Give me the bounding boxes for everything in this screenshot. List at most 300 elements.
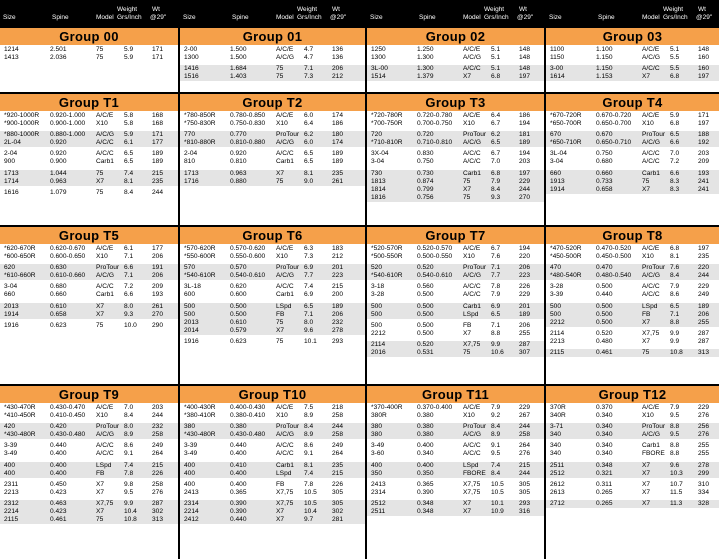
cell-model: FB (463, 321, 472, 329)
cell-spine: 0.520 (417, 264, 434, 272)
table-row (180, 46, 365, 54)
cell-wt29: 220 (519, 253, 531, 261)
cell-spine: 0.920 (230, 150, 247, 158)
table-row (0, 253, 178, 261)
cell-wt29: 206 (332, 310, 344, 318)
cell-model: 75 (276, 65, 284, 73)
cell-model: X7 (463, 508, 472, 516)
group-rows (0, 46, 178, 62)
cell-weight: 8.6 (304, 442, 314, 450)
table-row (180, 139, 365, 147)
cell-model: X7 (96, 177, 105, 185)
cell-model: 75 (96, 54, 104, 62)
cell-weight: 8.3 (670, 177, 680, 185)
cell-model: 75 (96, 46, 104, 53)
cell-spine: 0.780-0.850 (230, 112, 266, 119)
cell-weight: 9.0 (304, 177, 314, 185)
cell-weight: 6.5 (304, 158, 314, 166)
cell-size: 3L-00 (371, 65, 388, 73)
table-row (367, 508, 544, 516)
header-weight: Weight (663, 6, 684, 13)
cell-size: *500-550R (371, 253, 403, 261)
table-row (546, 349, 719, 357)
cell-size: 3-71 (550, 423, 564, 431)
cell-size: 1616 (4, 188, 19, 196)
table-row (0, 404, 178, 412)
group-panel (0, 386, 178, 559)
cell-wt29: 249 (698, 291, 710, 299)
cell-wt29: 203 (519, 158, 531, 166)
table-row (367, 194, 544, 202)
table-row (546, 158, 719, 166)
cell-model: X7,75 (463, 488, 481, 496)
cell-spine: 0.810 (230, 158, 247, 166)
cell-weight: 10.5 (491, 488, 504, 496)
cell-wt29: 229 (519, 404, 531, 411)
cell-spine: 0.340 (596, 442, 613, 450)
cell-spine: 1.150 (596, 65, 613, 73)
cell-weight: 10.5 (491, 480, 504, 488)
cell-wt29: 276 (519, 450, 531, 458)
cell-spine: 0.390 (230, 508, 247, 516)
cell-spine: 0.440 (50, 442, 67, 450)
table-row (180, 470, 365, 478)
cell-size: 660 (4, 291, 16, 299)
cell-wt29: 223 (332, 272, 344, 280)
cell-size: 500 (371, 310, 383, 318)
cell-wt29: 186 (332, 120, 344, 128)
cell-weight: 7.9 (670, 283, 680, 291)
cell-wt29: 241 (698, 177, 710, 185)
cell-wt29: 267 (519, 412, 531, 420)
cell-wt29: 197 (519, 169, 531, 177)
cell-wt29: 215 (519, 461, 531, 469)
header-grs-inch: Grs/Inch (663, 14, 688, 21)
table-row (546, 245, 719, 253)
cell-model: LSpd (463, 310, 479, 318)
cell-size: 3-00 (550, 65, 564, 73)
cell-weight: 6.9 (491, 302, 501, 310)
cell-wt29: 215 (332, 469, 344, 477)
cell-model: Carb1 (642, 442, 660, 450)
table-row (546, 450, 719, 458)
cell-weight: 8.0 (124, 302, 134, 310)
cell-spine: 1.403 (230, 73, 247, 81)
cell-size: 1214 (4, 46, 19, 53)
cell-weight: 6.0 (304, 139, 314, 147)
header-model: Model (463, 14, 481, 21)
cell-model: A/C/G (276, 431, 294, 439)
cell-weight: 9.9 (124, 499, 134, 507)
cell-spine: 0.348 (417, 508, 434, 516)
table-row (180, 516, 365, 524)
cell-spine: 0.400 (230, 450, 247, 458)
cell-wt29: 203 (698, 150, 710, 158)
cell-weight: 6.1 (124, 139, 134, 147)
cell-size: 2-00 (184, 46, 198, 53)
cell-spine: 0.810-0.880 (230, 139, 266, 147)
cell-spine: 1.500 (230, 54, 247, 62)
cell-wt29: 223 (519, 272, 531, 280)
cell-wt29: 229 (519, 177, 531, 185)
cell-wt29: 235 (332, 169, 344, 177)
cell-spine: 0.900 (50, 158, 67, 166)
cell-spine: 0.480 (596, 337, 613, 345)
table-row (180, 291, 365, 299)
table-row (546, 131, 719, 139)
table-row (180, 462, 365, 470)
cell-spine: 0.348 (596, 461, 613, 469)
cell-model: A/C/C (642, 283, 660, 291)
cell-size: 2013 (184, 318, 199, 326)
table-row (367, 412, 544, 420)
table-row (367, 186, 544, 194)
cell-weight: 5.9 (124, 46, 134, 53)
cell-spine: 0.380 (417, 412, 434, 420)
cell-spine: 0.733 (596, 177, 613, 185)
cell-weight: 6.7 (491, 150, 501, 158)
table-row (546, 272, 719, 280)
cell-wt29: 189 (152, 158, 164, 166)
cell-wt29: 313 (698, 349, 710, 357)
cell-wt29: 209 (152, 283, 164, 291)
cell-wt29: 328 (698, 499, 710, 507)
cell-size: *480-540R (550, 272, 582, 280)
table-row (0, 112, 178, 120)
cell-wt29: 181 (519, 131, 531, 139)
cell-spine: 0.265 (596, 499, 613, 507)
cell-size: *450-500R (550, 253, 582, 261)
cell-weight: 10.5 (304, 499, 317, 507)
cell-size: 400 (4, 461, 16, 469)
cell-size: 500 (550, 310, 562, 318)
cell-size: 3-04 (550, 158, 564, 166)
header-grs-inch: Grs/Inch (297, 14, 322, 21)
cell-wt29: 215 (152, 461, 164, 469)
cell-wt29: 281 (332, 516, 344, 524)
cell-wt29: 136 (332, 54, 344, 62)
cell-wt29: 168 (152, 120, 164, 128)
cell-model: A/C/C (642, 65, 660, 73)
cell-model: Carb1 (276, 461, 294, 469)
cell-spine: 0.430-0.480 (230, 431, 266, 439)
cell-spine: 0.440 (230, 442, 247, 450)
table-row (367, 349, 544, 357)
cell-model: ProTour (642, 131, 666, 139)
cell-size: 3-39 (550, 291, 564, 299)
cell-weight: 7.1 (124, 272, 134, 280)
cell-spine: 0.321 (596, 469, 613, 477)
cell-size: 2511 (371, 508, 386, 516)
group-title: Group T1 (0, 94, 178, 111)
group-rows (367, 112, 544, 202)
cell-spine: 0.750 (596, 150, 613, 158)
cell-weight: 7.8 (304, 480, 314, 488)
group-rows (0, 112, 178, 197)
table-row (546, 481, 719, 489)
cell-model: X7 (96, 302, 105, 310)
cell-weight: 6.6 (670, 169, 680, 177)
cell-wt29: 244 (519, 469, 531, 477)
cell-model: FB (276, 310, 285, 318)
cell-size: 400 (184, 461, 196, 469)
table-row (180, 170, 365, 178)
cell-wt29: 305 (332, 488, 344, 496)
cell-spine: 0.963 (230, 169, 247, 177)
cell-weight: 10.4 (304, 508, 317, 516)
header-at29: @29" (330, 14, 347, 21)
cell-spine: 0.680 (50, 283, 67, 291)
cell-weight: 6.0 (304, 112, 314, 119)
cell-size: 500 (371, 302, 383, 310)
table-row (546, 423, 719, 431)
cell-size: 400 (184, 469, 196, 477)
cell-spine: 0.500-0.550 (417, 253, 453, 261)
cell-wt29: 209 (698, 158, 710, 166)
cell-wt29: 193 (698, 169, 710, 177)
cell-model: ProTour (96, 423, 120, 431)
cell-weight: 8.4 (491, 423, 501, 431)
cell-wt29: 258 (152, 480, 164, 488)
group-panel (180, 227, 365, 384)
cell-size: 3-60 (371, 450, 385, 458)
cell-size: *430-480R (4, 431, 36, 439)
cell-weight: 5.5 (670, 65, 680, 73)
cell-size: 380 (371, 431, 383, 439)
cell-weight: 11.5 (670, 488, 683, 496)
cell-wt29: 310 (698, 480, 710, 488)
cell-wt29: 183 (332, 245, 344, 252)
cell-wt29: 293 (519, 499, 531, 507)
cell-wt29: 305 (519, 488, 531, 496)
cell-model: 75 (276, 337, 284, 345)
cell-weight: 9.8 (124, 480, 134, 488)
cell-wt29: 189 (332, 150, 344, 158)
cell-size: 3-04 (371, 158, 385, 166)
table-row (180, 450, 365, 458)
table-row (367, 341, 544, 349)
header-at29: @29" (696, 14, 713, 21)
cell-model: ProTour (276, 423, 300, 431)
cell-wt29: 148 (519, 65, 531, 73)
cell-size: *380-410R (184, 412, 216, 420)
cell-weight: 8.9 (491, 431, 501, 439)
header-weight: Weight (484, 6, 505, 13)
cell-size: 2412 (184, 516, 199, 524)
cell-weight: 10.4 (124, 508, 137, 516)
cell-model: A/C/E (96, 112, 114, 119)
group-panel (546, 28, 719, 92)
cell-wt29: 206 (332, 65, 344, 73)
cell-weight: 6.5 (491, 139, 501, 147)
cell-spine: 0.350 (417, 469, 434, 477)
cell-size: 900 (4, 158, 16, 166)
cell-spine: 0.920 (50, 139, 67, 147)
cell-weight: 9.9 (670, 329, 680, 337)
cell-model: 75 (642, 177, 650, 185)
cell-model: A/C/G (276, 272, 294, 280)
cell-wt29: 287 (519, 340, 531, 348)
table-row (0, 170, 178, 178)
cell-size: 2712 (550, 499, 565, 507)
cell-model: ProTour (276, 131, 300, 139)
cell-wt29: 197 (698, 120, 710, 128)
cell-weight: 7.5 (304, 404, 314, 411)
cell-weight: 5.1 (491, 46, 501, 53)
cell-spine: 0.500 (417, 310, 434, 318)
cell-model: FBORE (642, 450, 665, 458)
table-row (0, 423, 178, 431)
table-row (0, 431, 178, 439)
cell-weight: 7.4 (124, 169, 134, 177)
cell-size: *750-830R (184, 120, 216, 128)
cell-size: 340 (550, 431, 562, 439)
cell-spine: 0.579 (230, 326, 247, 334)
group-title: Group T8 (546, 227, 719, 244)
cell-spine: 0.340 (596, 450, 613, 458)
cell-wt29: 261 (152, 302, 164, 310)
table-row (180, 150, 365, 158)
group-rows (367, 46, 544, 81)
cell-size: 620 (4, 264, 16, 272)
cell-weight: 6.5 (304, 302, 314, 310)
cell-size: 1300 (184, 54, 199, 62)
header-spine: Spine (52, 14, 69, 21)
cell-spine: 0.390 (417, 488, 434, 496)
cell-size: 2413 (184, 488, 199, 496)
cell-model: X10 (463, 253, 475, 261)
cell-wt29: 264 (332, 450, 344, 458)
cell-wt29: 255 (698, 318, 710, 326)
cell-model: X10 (276, 412, 288, 420)
cell-model: A/C/C (463, 150, 481, 158)
cell-size: 1916 (184, 337, 199, 345)
cell-model: 75 (96, 516, 104, 524)
cell-spine: 0.380 (230, 423, 247, 431)
cell-wt29: 287 (698, 329, 710, 337)
cell-model: A/C/E (642, 245, 660, 252)
cell-weight: 8.4 (670, 272, 680, 280)
cell-weight: 7.8 (124, 469, 134, 477)
table-row (546, 303, 719, 311)
table-row (367, 178, 544, 186)
cell-size: *400-430R (184, 404, 216, 411)
cell-weight: 8.6 (124, 442, 134, 450)
cell-spine: 0.400 (230, 480, 247, 488)
table-row (0, 442, 178, 450)
table-row (546, 470, 719, 478)
cell-model: A/C/G (96, 272, 114, 280)
cell-size: *600-650R (4, 253, 36, 261)
cell-wt29: 278 (332, 326, 344, 334)
table-row (546, 431, 719, 439)
cell-model: A/C/E (463, 404, 481, 411)
cell-spine: 0.650-0.710 (596, 139, 632, 147)
cell-weight: 7.3 (304, 73, 314, 81)
table-row (0, 46, 178, 54)
table-row (367, 291, 544, 299)
cell-size: 1150 (550, 54, 565, 62)
cell-weight: 7.1 (491, 321, 501, 329)
cell-size: 400 (371, 461, 383, 469)
cell-spine: 0.620 (230, 283, 247, 291)
cell-wt29: 334 (698, 488, 710, 496)
group-panel (0, 28, 178, 92)
cell-model: A/C/G (463, 139, 481, 147)
cell-wt29: 235 (152, 177, 164, 185)
cell-wt29: 249 (152, 442, 164, 450)
cell-weight: 7.0 (124, 404, 134, 411)
cell-wt29: 305 (332, 499, 344, 507)
cell-wt29: 255 (698, 450, 710, 458)
cell-wt29: 258 (519, 431, 531, 439)
group-title: Group T6 (180, 227, 365, 244)
cell-weight: 7.7 (491, 272, 501, 280)
cell-model: A/C/C (96, 150, 114, 158)
cell-wt29: 206 (519, 321, 531, 329)
cell-spine: 0.430-0.480 (50, 431, 86, 439)
cell-model: 75 (276, 318, 284, 326)
cell-model: A/C/C (463, 283, 481, 291)
cell-weight: 6.8 (670, 120, 680, 128)
table-row (180, 442, 365, 450)
cell-model: A/C/E (276, 245, 294, 252)
cell-weight: 8.1 (670, 253, 680, 261)
table-row (0, 303, 178, 311)
table-row (180, 508, 365, 516)
cell-weight: 10.8 (670, 349, 683, 357)
cell-wt29: 264 (519, 442, 531, 450)
cell-model: A/C/E (642, 112, 660, 119)
cell-weight: 8.1 (304, 169, 314, 177)
cell-model: X7,75 (96, 499, 114, 507)
cell-size: 570 (184, 264, 196, 272)
cell-weight: 8.6 (670, 291, 680, 299)
table-row (0, 131, 178, 139)
cell-wt29: 290 (152, 321, 164, 329)
table-row (0, 412, 178, 420)
cell-model: A/C/E (276, 46, 294, 53)
cell-size: 2311 (4, 480, 19, 488)
cell-spine: 2.036 (50, 54, 67, 62)
cell-model: A/C/G (463, 431, 481, 439)
table-row (546, 112, 719, 120)
cell-model: X7 (642, 337, 651, 345)
cell-size: 2-04 (4, 150, 18, 158)
cell-spine: 0.480-0.540 (596, 272, 632, 280)
cell-spine: 0.500 (596, 318, 613, 326)
table-row (546, 264, 719, 272)
cell-wt29: 232 (332, 318, 344, 326)
cell-weight: 6.5 (124, 150, 134, 158)
group-rows (180, 404, 365, 524)
table-row (180, 481, 365, 489)
cell-size: *900-1000R (4, 120, 40, 128)
cell-weight: 7.4 (491, 461, 501, 469)
table-row (367, 264, 544, 272)
cell-wt29: 200 (332, 291, 344, 299)
cell-size: 370R (550, 404, 566, 411)
cell-model: X7 (642, 185, 651, 193)
header-spine: Spine (419, 14, 436, 21)
cell-wt29: 148 (698, 46, 710, 53)
cell-spine: 0.370 (596, 404, 613, 411)
table-row (0, 462, 178, 470)
cell-size: 660 (550, 169, 562, 177)
cell-weight: 9.5 (124, 488, 134, 496)
cell-spine: 0.670 (596, 131, 613, 139)
cell-spine: 1.379 (417, 73, 434, 81)
